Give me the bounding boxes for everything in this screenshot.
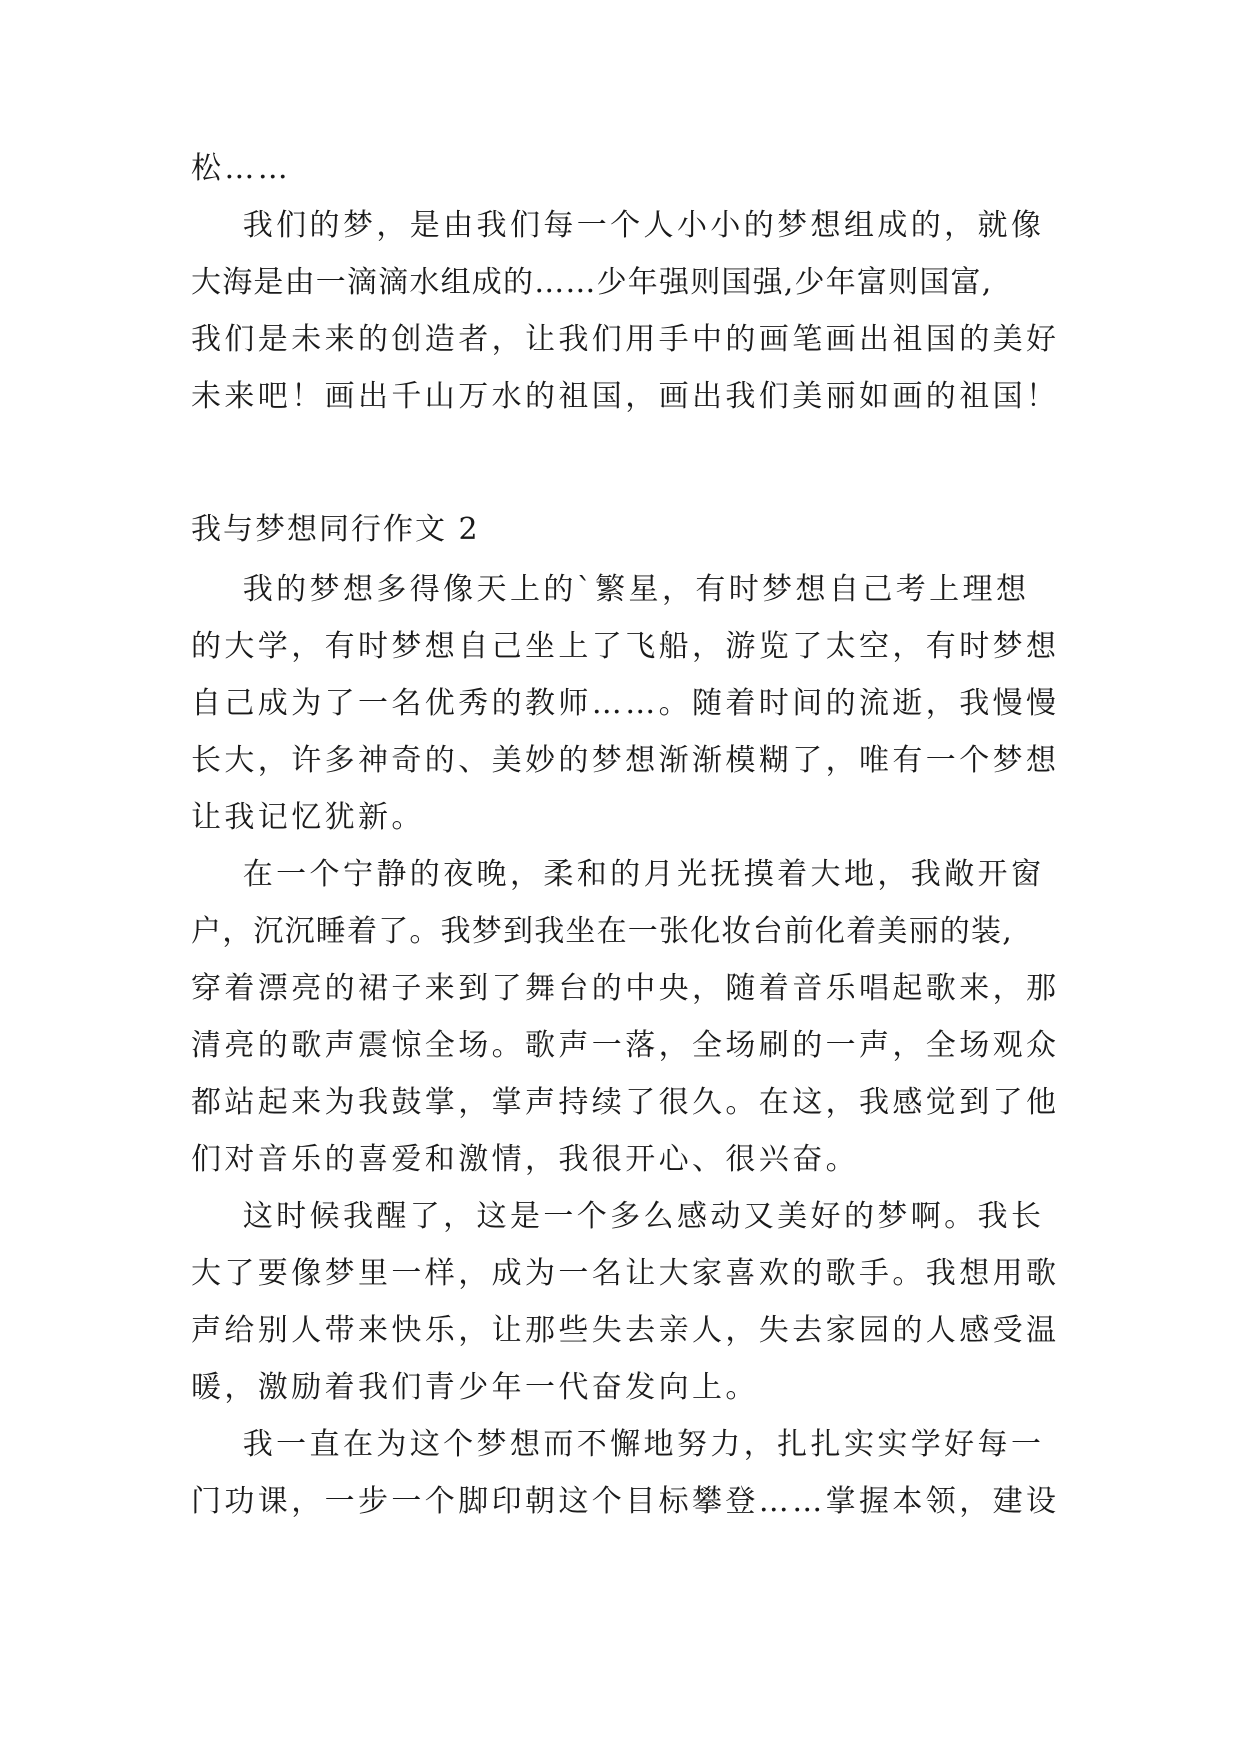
paragraph-first-line: 我的梦想多得像天上的`繁星，有时梦想自己考上理想 xyxy=(191,572,1030,607)
text-line: 长大，许多神奇的、美妙的梦想渐渐模糊了，唯有一个梦想 xyxy=(191,743,1060,778)
text-line: 清亮的歌声震惊全场。歌声一落，全场刷的一声，全场观众 xyxy=(191,1028,1060,1063)
text-line: 松…… xyxy=(191,151,292,186)
text-line: 让我记忆犹新。 xyxy=(191,800,425,835)
text-line: 声给别人带来快乐，让那些失去亲人，失去家园的人感受温 xyxy=(191,1313,1060,1348)
text-line: 穿着漂亮的裙子来到了舞台的中央，随着音乐唱起歌来，那 xyxy=(191,971,1060,1006)
text-line: 都站起来为我鼓掌，掌声持续了很久。在这，我感觉到了他 xyxy=(191,1085,1060,1120)
text-line: 暖，激励着我们青少年一代奋发向上。 xyxy=(191,1370,759,1405)
paragraph-first-line: 这时候我醒了，这是一个多么感动又美好的梦啊。我长 xyxy=(191,1199,1045,1234)
text-line: 大海是由一滴滴水组成的……少年强则国强,少年富则国富, xyxy=(191,265,993,300)
paragraph-first-line: 我一直在为这个梦想而不懈地努力，扎扎实实学好每一 xyxy=(191,1427,1045,1462)
paragraph-first-line: 在一个宁静的夜晚，柔和的月光抚摸着大地，我敞开窗 xyxy=(191,857,1045,892)
section-title: 我与梦想同行作文 2 xyxy=(191,512,480,547)
text-line: 门功课，一步一个脚印朝这个目标攀登……掌握本领，建设 xyxy=(191,1484,1060,1519)
text-line: 自己成为了一名优秀的教师……。随着时间的流逝，我慢慢 xyxy=(191,686,1060,721)
text-line: 们对音乐的喜爱和激情，我很开心、很兴奋。 xyxy=(191,1142,859,1177)
text-line: 的大学，有时梦想自己坐上了飞船，游览了太空，有时梦想 xyxy=(191,629,1060,664)
text-line: 大了要像梦里一样，成为一名让大家喜欢的歌手。我想用歌 xyxy=(191,1256,1060,1291)
text-line: 户，沉沉睡着了。我梦到我坐在一张化妆台前化着美丽的装, xyxy=(191,914,1013,949)
text-line: 我们是未来的创造者，让我们用手中的画笔画出祖国的美好 xyxy=(191,322,1060,357)
text-line: 未来吧！画出千山万水的祖国，画出我们美丽如画的祖国！ xyxy=(191,379,1060,414)
paragraph-first-line: 我们的梦，是由我们每一个人小小的梦想组成的，就像 xyxy=(191,208,1045,243)
